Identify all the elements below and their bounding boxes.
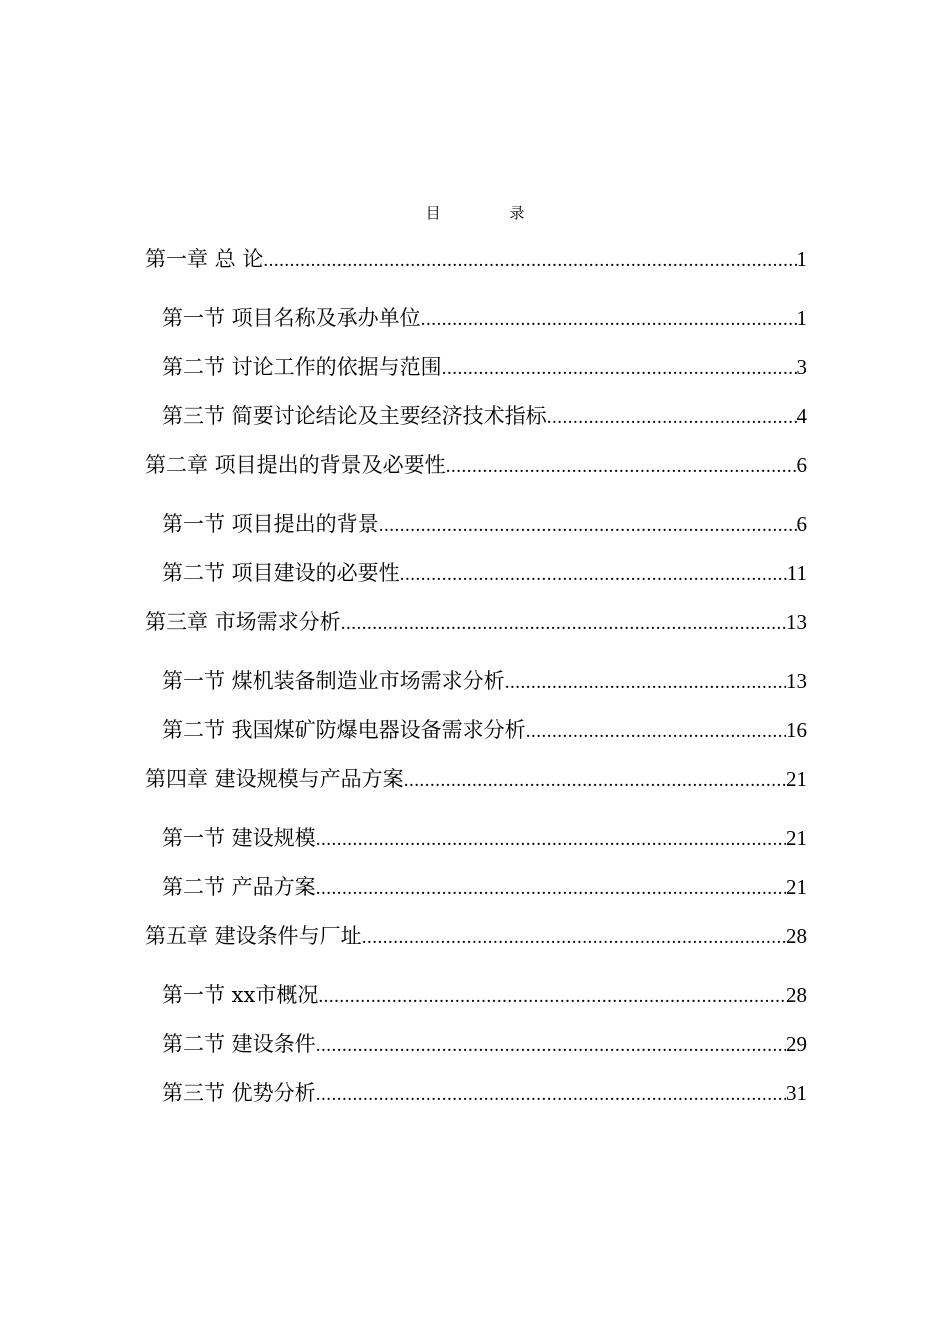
toc-entry-label: 第三节 优势分析 — [162, 1081, 316, 1105]
toc-entry-label: 第一节 项目提出的背景 — [162, 512, 379, 536]
toc-entry-page: 13 — [786, 610, 807, 634]
toc-entry-label: 第二节 项目建设的必要性 — [162, 561, 400, 585]
toc-entry-page: 3 — [796, 355, 807, 379]
toc-entry-label: 第二节 产品方案 — [162, 875, 316, 899]
toc-entry-chapter-4[interactable] — [145, 754, 807, 813]
toc-entry-section-2-2[interactable] — [145, 548, 807, 597]
toc-entry-page: 13 — [786, 669, 807, 693]
toc-entry-section-1-1[interactable] — [145, 293, 807, 342]
toc-entry-chapter-3[interactable] — [145, 597, 807, 656]
toc-entry-section-1-3[interactable] — [145, 391, 807, 440]
toc-entry-section-5-3[interactable] — [145, 1068, 807, 1117]
toc-entry-chapter-5[interactable] — [145, 911, 807, 970]
toc-entry-page: 28 — [786, 924, 807, 948]
toc-entry-section-5-2[interactable] — [145, 1019, 807, 1068]
toc-entry-label: 第二章 项目提出的背景及必要性 — [145, 453, 446, 477]
toc-entry-page: 28 — [786, 983, 807, 1007]
dot-leader — [263, 236, 796, 286]
toc-entry-page: 31 — [786, 1081, 807, 1105]
dot-leader — [547, 393, 797, 443]
dot-leader — [446, 442, 797, 492]
toc-entry-page: 21 — [786, 767, 807, 791]
toc-entry-section-5-1[interactable] — [145, 970, 807, 1019]
dot-leader — [362, 913, 786, 963]
toc-entry-page: 6 — [796, 453, 807, 477]
toc-entry-label: 第四章 建设规模与产品方案 — [145, 767, 404, 791]
dot-leader — [421, 295, 797, 345]
toc-entry-label: 第三章 市场需求分析 — [145, 610, 341, 634]
dot-leader — [316, 1070, 786, 1120]
dot-leader — [442, 344, 797, 394]
dot-leader — [400, 550, 787, 600]
dot-leader — [318, 972, 786, 1022]
toc-entry-page: 11 — [786, 561, 807, 585]
toc-entry-page: 1 — [796, 306, 807, 330]
toc-entry-label: 第三节 简要讨论结论及主要经济技术指标 — [162, 404, 547, 428]
dot-leader — [505, 658, 786, 708]
toc-entry-page: 21 — [786, 826, 807, 850]
toc-entry-label: 第一节 项目名称及承办单位 — [162, 306, 421, 330]
toc-entry-label: 第一章 总 论 — [145, 247, 264, 271]
toc-entry-chapter-2[interactable] — [145, 440, 807, 499]
toc-entry-section-3-2[interactable] — [145, 705, 807, 754]
toc-entry-section-3-1[interactable] — [145, 656, 807, 705]
dot-leader — [316, 864, 786, 914]
toc-entry-label: 第一节 xx市概况 — [162, 983, 319, 1007]
toc-entry-section-4-2[interactable] — [145, 862, 807, 911]
toc-entry-section-2-1[interactable] — [145, 499, 807, 548]
toc-entry-label: 第一节 建设规模 — [162, 826, 316, 850]
toc-entry-page: 1 — [796, 247, 807, 271]
table-of-contents — [145, 234, 807, 1117]
toc-entry-page: 21 — [786, 875, 807, 899]
toc-entry-page: 29 — [786, 1032, 807, 1056]
toc-entry-label: 第二节 我国煤矿防爆电器设备需求分析 — [162, 718, 526, 742]
toc-entry-label: 第二节 讨论工作的依据与范围 — [162, 355, 442, 379]
dot-leader — [316, 815, 786, 865]
dot-leader — [316, 1021, 786, 1071]
toc-entry-page: 16 — [786, 718, 807, 742]
toc-entry-label: 第二节 建设条件 — [162, 1032, 316, 1056]
toc-entry-page: 4 — [796, 404, 807, 428]
dot-leader — [379, 501, 797, 551]
toc-entry-page: 6 — [796, 512, 807, 536]
dot-leader — [526, 707, 786, 757]
toc-entry-section-4-1[interactable] — [145, 813, 807, 862]
dot-leader — [404, 756, 786, 806]
toc-entry-label: 第五章 建设条件与厂址 — [145, 924, 362, 948]
toc-entry-label: 第一节 煤机装备制造业市场需求分析 — [162, 669, 505, 693]
toc-title: 目 录 — [425, 204, 557, 222]
toc-entry-chapter-1[interactable] — [145, 234, 807, 293]
toc-entry-section-1-2[interactable] — [145, 342, 807, 391]
dot-leader — [341, 599, 786, 649]
